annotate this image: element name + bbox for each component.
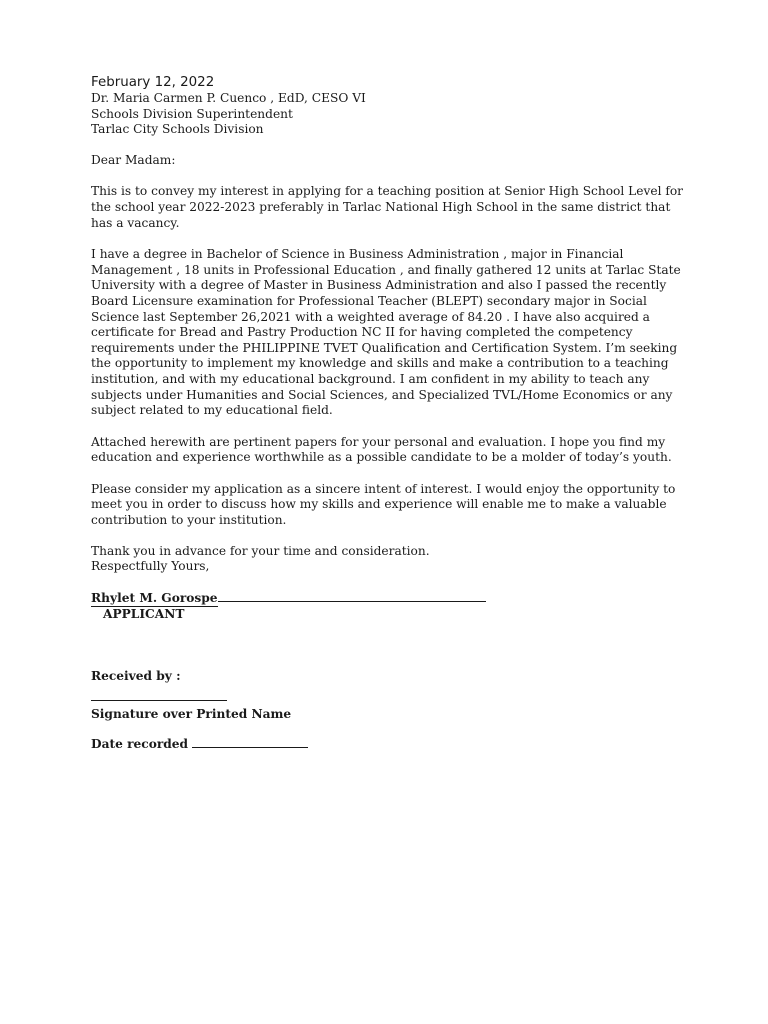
recipient-office: Tarlac City Schools Division — [91, 122, 264, 137]
body-paragraph-intent: This is to convey my interest in applying for a teaching position at Senior High School Level for the school year 2022-2023 preferably in Tarlac National High School in the same district that has a vacancy. — [91, 184, 684, 230]
signature-block — [91, 590, 691, 623]
recipient-name: Dr. Maria Carmen P. Cuenco , EdD, CESO VI — [91, 91, 366, 105]
date-recorded-label: Date recorded — [91, 737, 189, 752]
signatory-title: APPLICANT — [103, 607, 185, 622]
body-paragraph-qualifications: I have a degree in Bachelor of Science in Business Administration , major in Financial Management , 18 units in Professional Education , and finally gathered 12 units at Tarlac State University with a degree of Master in Business Administration and also I passed the recently Board Licensure examination for Professional Teacher (BLEPT) secondary major in Social Science last September 26,2021 with a weighted average of 84.20 . I have also acquired a certificate for Bread and Pastry Production NC II for having completed the competency requirements under the PHILIPPINE TVET Qualification and Certification System. I’m seeking the opportunity to implement my knowledge and skills and make a contribution to a teaching institution, and with my educational background. I am confident in my ability to teach any subjects under Humanities and Social Sciences, and Specialized TVL/Home Economics or any subject related to my educational field. — [91, 247, 681, 418]
date-recorded-underline — [192, 736, 308, 748]
body-paragraph-attachments: Attached herewith are pertinent papers for your personal and evaluation. I hope you find my education and experience worthwhile as a possible candidate to be a molder of today’s youth. — [91, 434, 672, 465]
body-paragraph-request: Please consider my application as a sincere intent of interest. I would enjoy the opportunity to meet you in order to discuss how my skills and experience will enable me to make a valuable contribution to your institution. — [91, 481, 676, 528]
date-recorded-line — [91, 736, 691, 753]
signatory-name: Rhylet M. Gorospe — [91, 591, 218, 608]
signature-underline — [218, 590, 486, 602]
closing — [91, 544, 691, 575]
salutation: Dear Madam: — [91, 152, 176, 167]
recipient-address — [91, 91, 691, 138]
letter-date: February 12, 2022 — [91, 75, 215, 90]
recipient-position: Schools Division Superintendent — [91, 106, 293, 121]
receiver-signature-line — [91, 699, 227, 701]
closing-valediction: Respectfully Yours, — [91, 559, 210, 574]
closing-thanks: Thank you in advance for your time and consideration. — [91, 543, 430, 558]
signature-over-printed-name-label: Signature over Printed Name — [91, 706, 292, 721]
signatory-line — [91, 590, 691, 608]
application-letter — [91, 74, 691, 753]
received-by-label: Received by : — [91, 669, 181, 684]
